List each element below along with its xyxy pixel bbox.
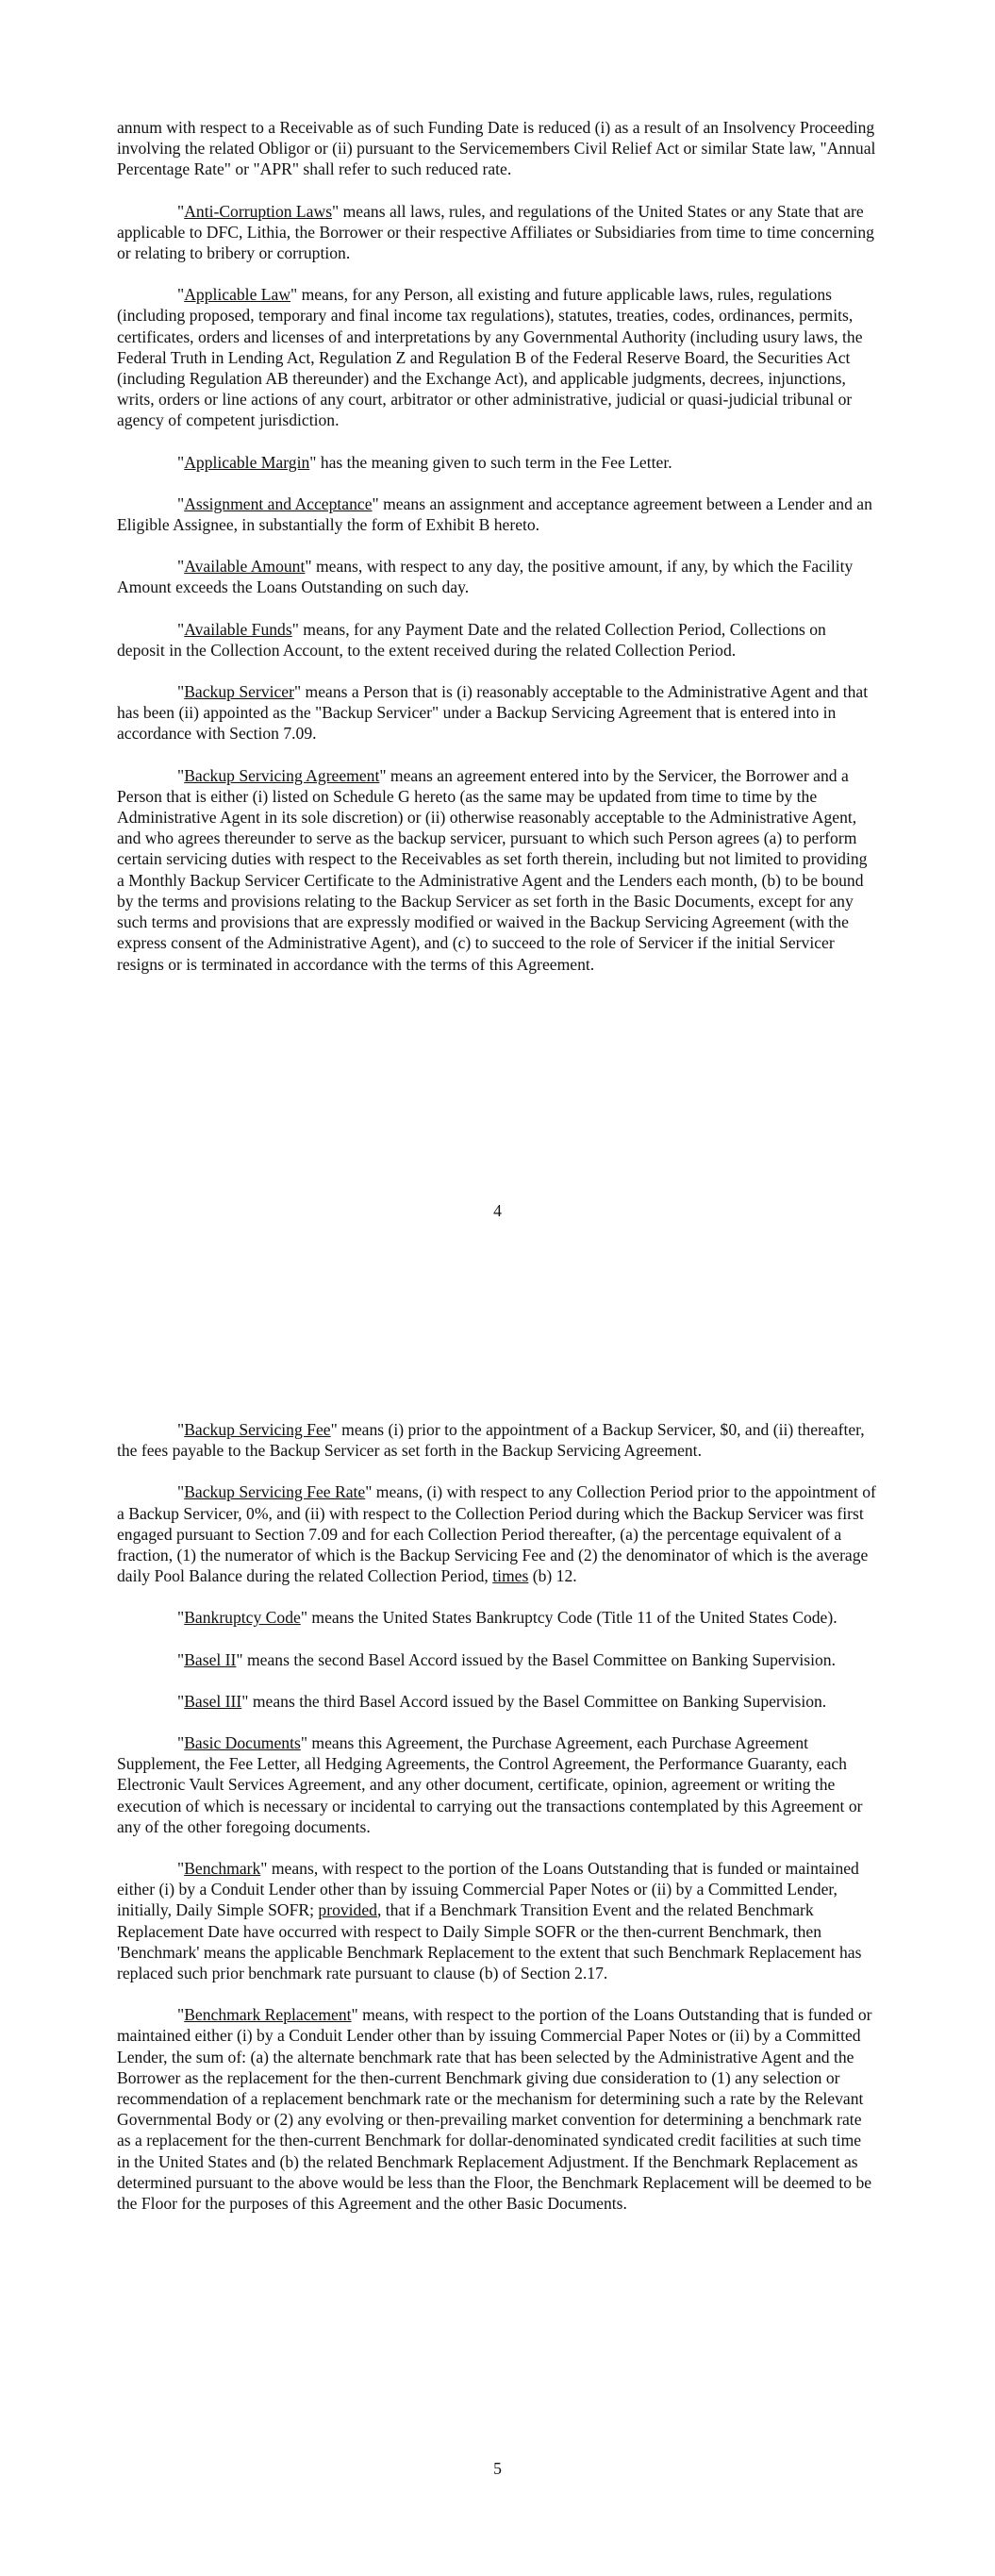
open-quote: " bbox=[177, 2005, 185, 2025]
defined-term: Applicable Margin bbox=[184, 452, 310, 472]
definition-text: " means (i) prior to the appointment of a Backup Servicer, $0, and (ii) thereafter, the fees payable to the Backup Servicer as set forth in the Backup Servicing Agreement. bbox=[117, 1420, 865, 1461]
defined-term: Applicable Law bbox=[184, 285, 291, 305]
defined-term: Backup Servicing Agreement bbox=[184, 765, 380, 785]
definition-text: " means, for any Person, all existing and future applicable laws, rules, regulations (including proposed, temporary and final income tax regulations), statutes, treaties, codes, ordinances, permits, certificates, orders and licenses of and interpretations by any Governmental Authority (including usury laws, the Federal Truth in Lending Act, Regulation Z and Regulation B of the Federal Reserve Board, the Securities Act (including Regulation AB thereunder) and the Exchange Act), and applicable judgments, decrees, injunctions, writs, orders or line actions of any court, arbitrator or other administrative, judicial or quasi-judicial tribunal or agency of competent jurisdiction. bbox=[117, 285, 863, 430]
definition-applicable-law bbox=[117, 284, 877, 430]
definition-text: " means a Person that is (i) reasonably acceptable to the Administrative Agent and that has been (ii) appointed as the "Backup Servicer" under a Backup Servicing Agreement that is entered into in accordance with Section 7.09. bbox=[117, 682, 869, 744]
definition-basic-documents bbox=[117, 1732, 877, 1837]
defined-term: Assignment and Acceptance bbox=[184, 493, 373, 513]
definition-text: " means, with respect to the portion of the Loans Outstanding that is funded or maintained either (i) by a Conduit Lender other than by issuing Commercial Paper Notes or (ii) by a Committed Lender, initially, Daily Simple SOFR; bbox=[117, 1859, 859, 1920]
page-number: 4 bbox=[493, 1201, 502, 1220]
defined-term: Bankruptcy Code bbox=[184, 1608, 301, 1628]
definition-basel-ii bbox=[117, 1649, 877, 1670]
open-quote: " bbox=[177, 285, 185, 305]
defined-term: Backup Servicer bbox=[184, 682, 294, 702]
open-quote: " bbox=[177, 493, 185, 513]
open-quote: " bbox=[177, 1859, 185, 1879]
definition-available-amount bbox=[117, 556, 877, 597]
open-quote: " bbox=[177, 619, 185, 639]
defined-term: Available Amount bbox=[184, 557, 306, 577]
definition-text: " means this Agreement, the Purchase Agreement, each Purchase Agreement Supplement, the Fee Letter, all Hedging Agreements, the Control Agreement, the Performance Guaranty, each Electronic Vault Services Agreement, and any other document, certificate, opinion, agreement or writing the execution of which is necessary or incidental to carrying out the transactions contemplated by this Agreement or any of the other foregoing documents. bbox=[117, 1733, 863, 1836]
definition-text: " means the second Basel Accord issued by the Basel Committee on Banking Supervision. bbox=[236, 1649, 836, 1669]
definition-text-tail: (b) 12. bbox=[528, 1566, 577, 1586]
definition-available-funds bbox=[117, 619, 877, 661]
paragraph-text: annum with respect to a Receivable as of such Funding Date is reduced (i) as a result of an Insolvency Proceeding involving the related Obligor or (ii) pursuant to the Servicemembers Civil Relief Act or similar State law, "Annual Percentage Rate" or "APR" shall refer to such reduced rate. bbox=[117, 118, 876, 179]
definition-backup-servicing-agreement bbox=[117, 765, 877, 975]
page-4 bbox=[0, 0, 995, 1264]
page-4-body bbox=[117, 117, 877, 995]
open-quote: " bbox=[177, 452, 185, 472]
definition-backup-servicing-fee-rate bbox=[117, 1481, 877, 1586]
definition-text: " means the third Basel Accord issued by the Basel Committee on Banking Supervision. bbox=[241, 1691, 827, 1711]
defined-term: Available Funds bbox=[184, 619, 292, 639]
definition-text: " means the United States Bankruptcy Code (Title 11 of the United States Code). bbox=[300, 1608, 837, 1628]
open-quote: " bbox=[177, 1482, 185, 1502]
definition-text: " means, for any Payment Date and the related Collection Period, Collections on deposit in the Collection Account, to the extent received during the related Collection Period. bbox=[117, 619, 826, 660]
definition-benchmark bbox=[117, 1858, 877, 1983]
definition-text: " means an agreement entered into by the Servicer, the Borrower and a Person that is either (i) listed on Schedule G hereto (as the same may be updated from time to time by the Administrative Agent in its sole discretion) or (ii) otherwise reasonably acceptable to the Administrative Agent, and who agrees thereunder to serve as the backup servicer, pursuant to which such Person agrees (a) to perform certain servicing duties with respect to the Receivables as set forth therein, including but not limited to providing a Monthly Backup Servicer Certificate to the Administrative Agent and the Lenders each month, (b) to be bound by the terms and provisions relating to the Backup Servicer as set forth in the Basic Documents, except for any such terms and provisions that are expressly modified or waived in the Backup Servicing Agreement (with the express consent of the Administrative Agent), and (c) to succeed to the role of Servicer if the initial Servicer resigns or is terminated in accordance with the terms of this Agreement. bbox=[117, 765, 868, 974]
open-quote: " bbox=[177, 1691, 185, 1711]
definition-text-tail: , that if a Benchmark Transition Event and the related Benchmark Replacement Date have occurred with respect to Daily Simple SOFR or the then-current Benchmark, then 'Benchmark' means the applicable Benchmark Replacement to the extent that such Benchmark Replacement has replaced such prior benchmark rate pursuant to clause (b) of Section 2.17. bbox=[117, 1900, 862, 1983]
definition-text: " means, with respect to the portion of the Loans Outstanding that is funded or maintained either (i) by a Conduit Lender other than by issuing Commercial Paper Notes or (ii) by a Committed Lender, the sum of: (a) the alternate benchmark rate that has been selected by the Administrative Agent and the Borrower as the replacement for the then-current Benchmark giving due consideration to (1) any selection or recommendation of a replacement benchmark rate or the mechanism for determining such a rate by the Relevant Governmental Body or (2) any evolving or then-prevailing market convention for determining a benchmark rate as a replacement for the then-current Benchmark for dollar-denominated syndicated credit facilities at such time in the United States and (b) the related Benchmark Replacement Adjustment. If the Benchmark Replacement as determined pursuant to the above would be less than the Floor, the Benchmark Replacement will be deemed to be the Floor for the purposes of this Agreement and the other Basic Documents. bbox=[117, 2005, 872, 2214]
defined-term: Basel III bbox=[184, 1691, 242, 1711]
emphasis-times: times bbox=[492, 1566, 529, 1586]
open-quote: " bbox=[177, 1649, 185, 1669]
defined-term: Basel II bbox=[184, 1649, 237, 1669]
open-quote: " bbox=[177, 1608, 185, 1628]
open-quote: " bbox=[177, 765, 185, 785]
definition-text: " means, with respect to any day, the positive amount, if any, by which the Facility Amount exceeds the Loans Outstanding on such day. bbox=[117, 557, 854, 597]
definition-anti-corruption-laws bbox=[117, 201, 877, 264]
definition-bankruptcy-code bbox=[117, 1607, 877, 1628]
page-5-body bbox=[117, 1419, 877, 2234]
definition-text: " has the meaning given to such term in the Fee Letter. bbox=[309, 452, 672, 472]
definition-basel-iii bbox=[117, 1691, 877, 1712]
emphasis-provided: provided bbox=[318, 1900, 377, 1920]
page-5 bbox=[0, 1264, 995, 2576]
definition-assignment-and-acceptance bbox=[117, 493, 877, 535]
defined-term: Benchmark Replacement bbox=[184, 2005, 352, 2025]
definition-backup-servicer bbox=[117, 681, 877, 744]
open-quote: " bbox=[177, 1733, 185, 1753]
defined-term: Backup Servicing Fee Rate bbox=[184, 1482, 366, 1502]
defined-term: Benchmark bbox=[184, 1859, 261, 1879]
defined-term: Backup Servicing Fee bbox=[184, 1420, 331, 1439]
definition-text: " means an assignment and acceptance agreement between a Lender and an Eligible Assignee, in substantially the form of Exhibit B hereto. bbox=[117, 493, 872, 535]
definition-applicable-margin bbox=[117, 452, 877, 473]
defined-term: Basic Documents bbox=[184, 1733, 301, 1753]
open-quote: " bbox=[177, 557, 185, 577]
paragraph-apr-continued bbox=[117, 117, 877, 180]
open-quote: " bbox=[177, 201, 185, 221]
definition-benchmark-replacement bbox=[117, 2004, 877, 2214]
definition-text: " means all laws, rules, and regulations of the United States or any State that are applicable to DFC, Lithia, the Borrower or their respective Affiliates or Subsidiaries from time to time concerning or relating to bribery or corruption. bbox=[117, 201, 874, 263]
page-number: 5 bbox=[493, 2459, 502, 2478]
defined-term: Anti-Corruption Laws bbox=[184, 201, 333, 221]
open-quote: " bbox=[177, 682, 185, 702]
definition-text: " means, (i) with respect to any Collection Period prior to the appointment of a Backup Servicer, 0%, and (ii) with respect to the Collection Period during which the Backup Servicer was first engaged pursuant to Section 7.09 and for each Collection Period thereafter, (a) the percentage equivalent of a fraction, (1) the numerator of which is the Backup Servicing Fee and (2) the denominator of which is the average daily Pool Balance during the related Collection Period, bbox=[117, 1482, 876, 1586]
open-quote: " bbox=[177, 1420, 185, 1439]
definition-backup-servicing-fee bbox=[117, 1419, 877, 1461]
